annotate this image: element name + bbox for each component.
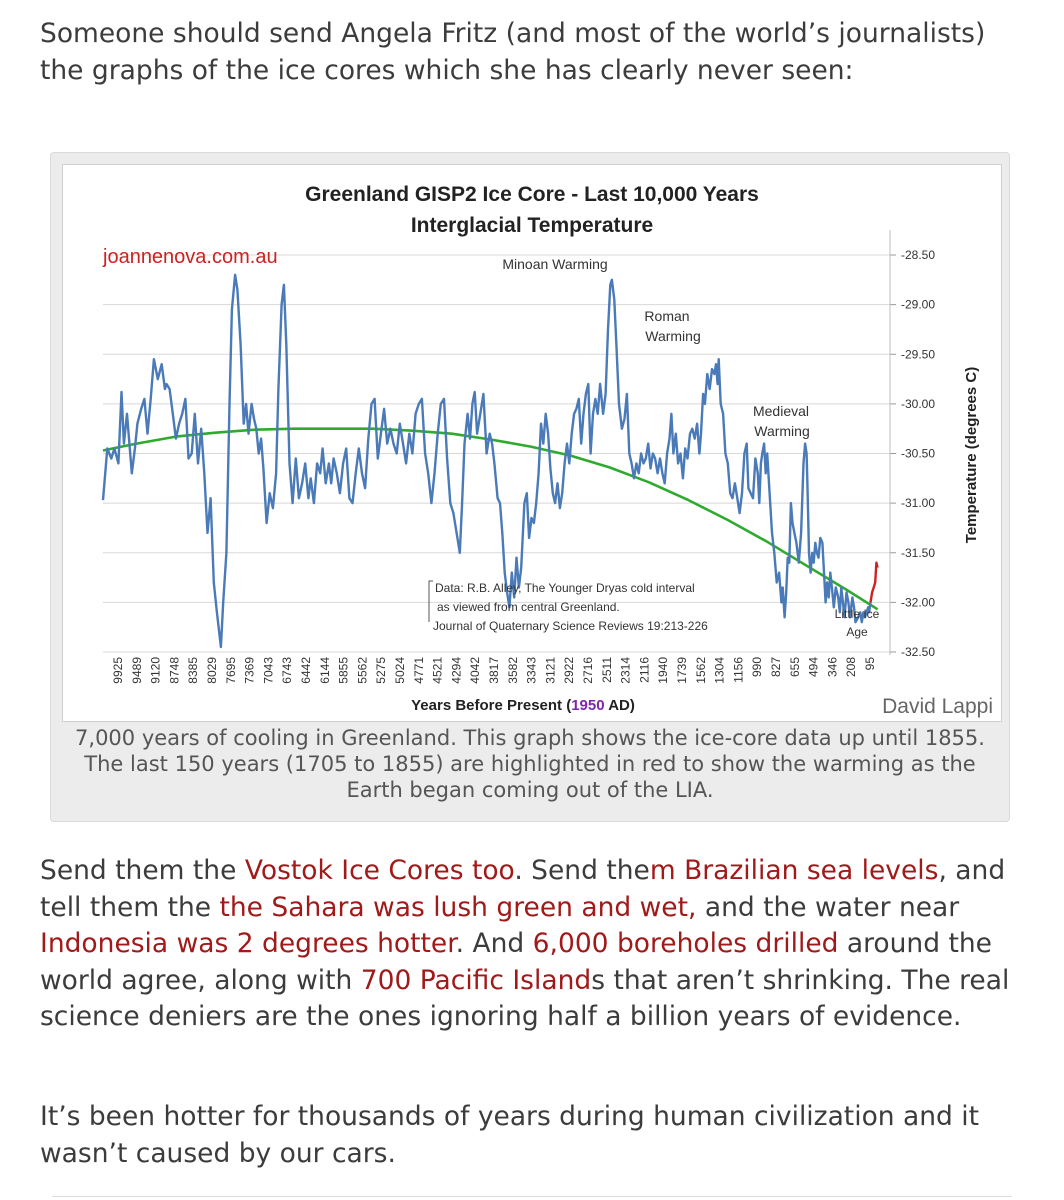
x-tick-label: 5562 [355, 657, 370, 684]
x-tick-label: 494 [806, 657, 821, 678]
x-tick-label: 1562 [693, 657, 708, 684]
link-indonesia-hotter[interactable]: Indonesia was 2 degrees hotter [40, 928, 456, 959]
x-tick-label: 4294 [449, 657, 464, 684]
x-tick-labels [111, 657, 877, 684]
link-brazilian-sea-levels[interactable]: m Brazilian sea levels [649, 855, 939, 886]
link-pacific-islands[interactable]: 700 Pacific Island [360, 964, 592, 996]
chart-title: Greenland GISP2 Ice Core - Last 10,000 Years [305, 183, 759, 206]
section-divider [52, 1196, 1012, 1197]
x-tick-label: 2314 [618, 657, 633, 684]
x-tick-label: 8029 [205, 657, 219, 684]
x-tick-label: 827 [769, 657, 783, 678]
credit-text: David Lappi [882, 695, 993, 718]
y-tick-label: -28.50 [901, 248, 936, 262]
x-tick-label: 990 [750, 657, 765, 678]
figure-caption: 7,000 years of cooling in Greenland. This graph shows the ice-core data up until 1855. The last 150 years (1705 to 1855) are highlighted in red to show the warming as the Earth began coming out of the LIA. [75, 726, 985, 802]
x-tick-label: 5275 [374, 657, 389, 684]
link-vostok-ice-cores[interactable]: Vostok Ice Cores too [244, 855, 515, 886]
intro-paragraph: Someone should send Angela Fritz (and most of the world’s journalists) the graphs of the ice cores which she has clearly never seen: [40, 18, 986, 86]
x-tick-label: 4771 [411, 657, 426, 684]
text-segment: and the water near [696, 891, 960, 923]
x-tick-label: 9489 [129, 657, 144, 684]
x-tick-label: 7043 [261, 657, 276, 684]
y-tick-label: -30.00 [901, 396, 936, 411]
y-axis-label: Temperature (degrees C) [963, 366, 980, 544]
annotation-roman-1: Roman [644, 308, 690, 324]
annotation-medieval-2: Warming [754, 423, 810, 439]
text-segment: around the world agree, along with [40, 928, 992, 996]
x-tick-label: 7695 [223, 657, 238, 684]
x-tick-label: 9120 [148, 657, 163, 684]
x-tick-label: 208 [844, 657, 859, 678]
x-tick-label: 1304 [712, 657, 727, 684]
annotation-roman-2: Warming [645, 328, 701, 344]
x-tick-label: 5855 [336, 657, 351, 684]
y-tick-labels [901, 248, 935, 659]
x-tick-label: 3582 [505, 657, 520, 684]
text-segment: s that aren’t shrinking. The real science deniers are the ones ignoring half a billion years of evidence. [40, 964, 1010, 1032]
annotation-lia-2: Age [846, 625, 868, 639]
y-tick-label: -31.50 [901, 545, 936, 560]
x-tick-label: 4521 [430, 657, 445, 684]
x-tick-label: 1739 [675, 657, 689, 684]
y-tick-label: -30.50 [901, 446, 936, 461]
x-tick-label: 6144 [317, 657, 332, 684]
x-tick-label: 3817 [487, 657, 501, 684]
x-tick-label: 2511 [599, 657, 614, 683]
chart-image [62, 164, 1002, 722]
figure [50, 152, 1010, 822]
source-line-2: as viewed from central Greenland. [437, 600, 620, 614]
paragraph-links [40, 853, 1025, 1036]
x-axis-label: Years Before Present (1950 AD) [411, 697, 635, 714]
y-tick-label: -29.50 [901, 347, 936, 362]
watermark-text: joannenova.com.au [103, 246, 278, 268]
text-segment: . And [455, 928, 533, 959]
recent-warming-line [871, 563, 878, 603]
source-bracket [429, 581, 433, 622]
chart-subtitle: Interglacial Temperature [410, 214, 654, 237]
x-tick-label: 7369 [242, 657, 257, 684]
source-line-3: Journal of Quaternary Science Reviews 19:213-226 [433, 619, 708, 633]
x-tick-label: 3121 [543, 657, 558, 684]
x-tick-label: 5024 [393, 657, 407, 684]
ice-core-chart [63, 165, 1001, 721]
x-tick-label: 6743 [280, 657, 295, 684]
annotation-medieval-1: Medieval [752, 403, 810, 419]
source-line-1: Data: R.B. Alley, The Younger Dryas cold interval [435, 581, 695, 595]
x-tick-label: 6442 [299, 657, 313, 684]
x-tick-label: 2922 [562, 657, 577, 684]
x-tick-label: 95 [863, 657, 877, 671]
x-tick-label: 1156 [731, 657, 746, 683]
annotation-minoan: Minoan Warming [502, 256, 608, 272]
x-tick-label: 2116 [637, 657, 652, 683]
x-tick-label: 2716 [581, 657, 595, 684]
x-tick-label: 4042 [468, 657, 483, 684]
y-tick-label: -29.00 [901, 297, 936, 312]
paragraph-conclusion: It’s been hotter for thousands of years during human civilization and it wasn’t caused by our cars. [40, 1101, 980, 1169]
x-tick-label: 3343 [524, 657, 539, 684]
text-segment: . Send the [514, 855, 650, 886]
link-boreholes[interactable]: 6,000 boreholes drilled [532, 928, 839, 959]
link-sahara-green[interactable]: the Sahara was lush green and wet, [219, 891, 697, 923]
x-tick-label: 346 [825, 657, 840, 678]
x-tick-label: 9925 [111, 657, 125, 684]
text-segment: , and tell them the [40, 855, 1006, 923]
x-tick-label: 655 [787, 657, 802, 678]
annotation-lia-1: Little Ice [834, 607, 880, 621]
x-tick-label: 8748 [167, 657, 182, 684]
y-tick-label: -31.00 [901, 496, 936, 511]
x-tick-label: 1940 [656, 657, 671, 684]
y-tick-label: -32.50 [901, 645, 936, 659]
y-tick-label: -32.00 [901, 595, 936, 610]
x-tick-label: 8385 [186, 657, 201, 684]
text-segment: Send them the [40, 855, 245, 886]
